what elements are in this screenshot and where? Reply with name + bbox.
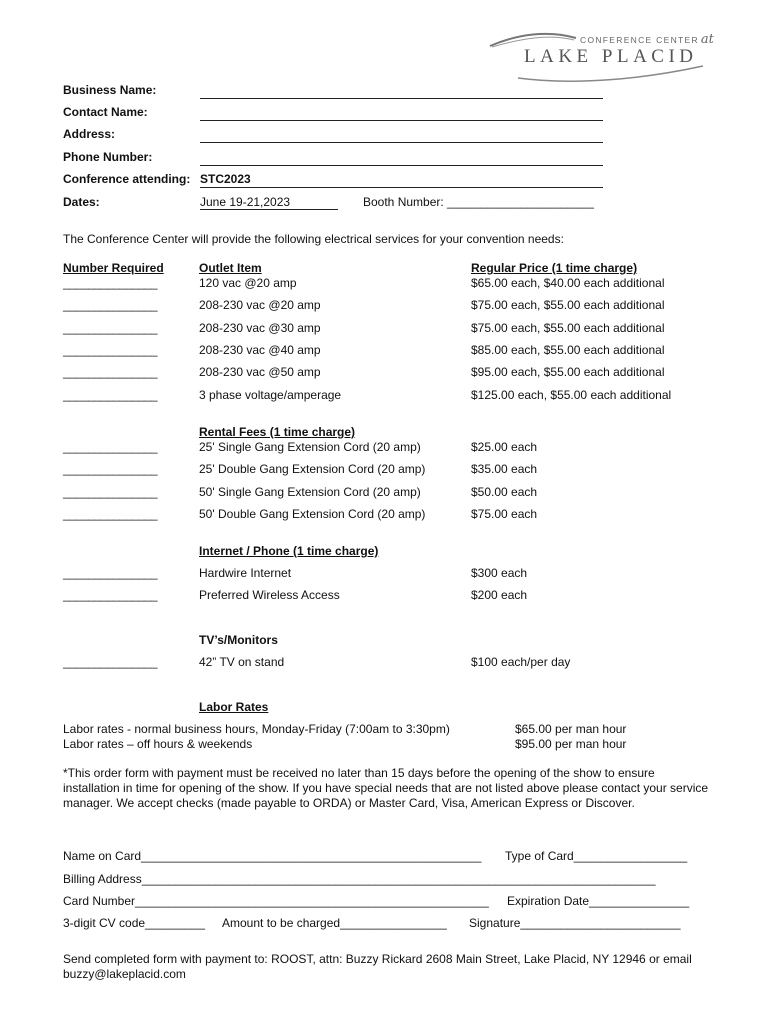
dates-label: Dates:	[63, 195, 100, 209]
address-input[interactable]	[200, 127, 603, 143]
contact-name-field	[63, 105, 603, 121]
electrical-item: 208-230 vac @20 amp	[199, 298, 321, 312]
electrical-item: 208-230 vac @30 amp	[199, 321, 321, 335]
tv-item: 42” TV on stand	[199, 655, 285, 669]
electrical-item: 120 vac @20 amp	[199, 276, 297, 290]
internet-price: $300 each	[471, 566, 528, 580]
electrical-item: 208-230 vac @40 amp	[199, 343, 321, 357]
dates-value[interactable]: June 19-21,2023	[200, 195, 338, 210]
conference-field	[63, 172, 603, 188]
name-on-card-field[interactable]: Name on Card___________________________________________________	[63, 849, 482, 863]
intro-text: The Conference Center will provide the following electrical services for your convention needs:	[63, 232, 564, 246]
labor-rates-header: Labor Rates	[199, 700, 269, 714]
card-number-field[interactable]: Card Number_____________________________________________________	[63, 894, 489, 908]
quantity-blank[interactable]: _______________	[63, 298, 158, 312]
electrical-item: 208-230 vac @50 amp	[199, 365, 321, 379]
rental-price: $25.00 each	[471, 440, 538, 454]
business-name-label: Business Name:	[63, 83, 157, 97]
rental-item: 25' Double Gang Extension Cord (20 amp)	[199, 462, 426, 476]
billing-address-field[interactable]: Billing Address_____________________________________________________________________________	[63, 872, 656, 886]
quantity-blank[interactable]: _______________	[63, 365, 158, 379]
labor-price: $65.00 per man hour	[515, 722, 627, 736]
outlet-item-header: Outlet Item	[199, 261, 262, 275]
quantity-blank[interactable]: _______________	[63, 321, 158, 335]
quantity-blank[interactable]: _______________	[63, 388, 158, 402]
electrical-price: $95.00 each, $55.00 each additional	[471, 365, 665, 379]
business-name-field	[63, 83, 603, 99]
electrical-price: $75.00 each, $55.00 each additional	[471, 298, 665, 312]
quantity-blank[interactable]: _______________	[63, 507, 158, 521]
tv-monitors-header: TV’s/Monitors	[199, 633, 278, 647]
booth-number-field[interactable]: Booth Number: ______________________	[363, 195, 594, 209]
phone-number-field	[63, 150, 603, 166]
quantity-blank[interactable]: _______________	[63, 276, 158, 290]
address-field	[63, 127, 603, 143]
dates-field	[63, 195, 203, 211]
quantity-blank[interactable]: _______________	[63, 588, 158, 602]
conference-input[interactable]	[200, 172, 603, 188]
send-to-instructions: Send completed form with payment to: ROOST, attn: Buzzy Rickard 2608 Main Street, Lake Placid, NY 12946 or email buzzy@lakeplacid.com	[63, 952, 692, 981]
internet-phone-header: Internet / Phone (1 time charge)	[199, 544, 379, 558]
labor-item: Labor rates - normal business hours, Monday-Friday (7:00am to 3:30pm)	[63, 722, 450, 736]
business-name-input[interactable]	[200, 83, 603, 99]
internet-price: $200 each	[471, 588, 528, 602]
conference-label: Conference attending:	[63, 172, 191, 186]
conference-value: STC2023	[200, 172, 251, 186]
rental-price: $35.00 each	[471, 462, 538, 476]
electrical-price: $85.00 each, $55.00 each additional	[471, 343, 665, 357]
cv-code-field[interactable]: 3-digit CV code_________	[63, 916, 206, 930]
logo-lake-placid-text: LAKE PLACID	[524, 46, 698, 67]
contact-name-input[interactable]	[200, 105, 603, 121]
rental-item: 50' Double Gang Extension Cord (20 amp)	[199, 507, 426, 521]
internet-item: Hardwire Internet	[199, 566, 292, 580]
address-label: Address:	[63, 127, 116, 141]
type-of-card-field[interactable]: Type of Card_________________	[505, 849, 688, 863]
rental-item: 50' Single Gang Extension Cord (20 amp)	[199, 485, 421, 499]
logo-conference-center-text: CONFERENCE CENTER at	[580, 32, 714, 47]
electrical-price: $125.00 each, $55.00 each additional	[471, 388, 672, 402]
quantity-blank[interactable]: _______________	[63, 440, 158, 454]
tv-price: $100 each/per day	[471, 655, 571, 669]
regular-price-header: Regular Price (1 time charge)	[471, 261, 638, 275]
rental-fees-header: Rental Fees (1 time charge)	[199, 425, 356, 439]
signature-field[interactable]: Signature________________________	[469, 916, 681, 930]
quantity-blank[interactable]: _______________	[63, 462, 158, 476]
phone-number-input[interactable]	[200, 150, 603, 166]
expiration-date-field[interactable]: Expiration Date_______________	[507, 894, 690, 908]
amount-charged-field[interactable]: Amount to be charged________________	[222, 916, 447, 930]
electrical-price: $75.00 each, $55.00 each additional	[471, 321, 665, 335]
payment-notice: *This order form with payment must be received no later than 15 days before the opening of the show to ensure installation in time for opening of the show. If you have special needs that are not listed above please contact your service manager. We accept checks (made payable to ORDA) or Master Card, Visa, American Express or Discover.	[63, 766, 709, 810]
labor-item: Labor rates – off hours & weekends	[63, 737, 253, 751]
quantity-blank[interactable]: _______________	[63, 655, 158, 669]
internet-item: Preferred Wireless Access	[199, 588, 340, 602]
rental-price: $75.00 each	[471, 507, 538, 521]
number-required-header: Number Required	[63, 261, 164, 275]
phone-number-label: Phone Number:	[63, 150, 153, 164]
electrical-item: 3 phase voltage/amperage	[199, 388, 342, 402]
quantity-blank[interactable]: _______________	[63, 566, 158, 580]
electrical-price: $65.00 each, $40.00 each additional	[471, 276, 665, 290]
lake-placid-logo	[488, 24, 714, 84]
contact-name-label: Contact Name:	[63, 105, 148, 119]
rental-price: $50.00 each	[471, 485, 538, 499]
quantity-blank[interactable]: _______________	[63, 343, 158, 357]
labor-price: $95.00 per man hour	[515, 737, 627, 751]
rental-item: 25' Single Gang Extension Cord (20 amp)	[199, 440, 421, 454]
quantity-blank[interactable]: _______________	[63, 485, 158, 499]
